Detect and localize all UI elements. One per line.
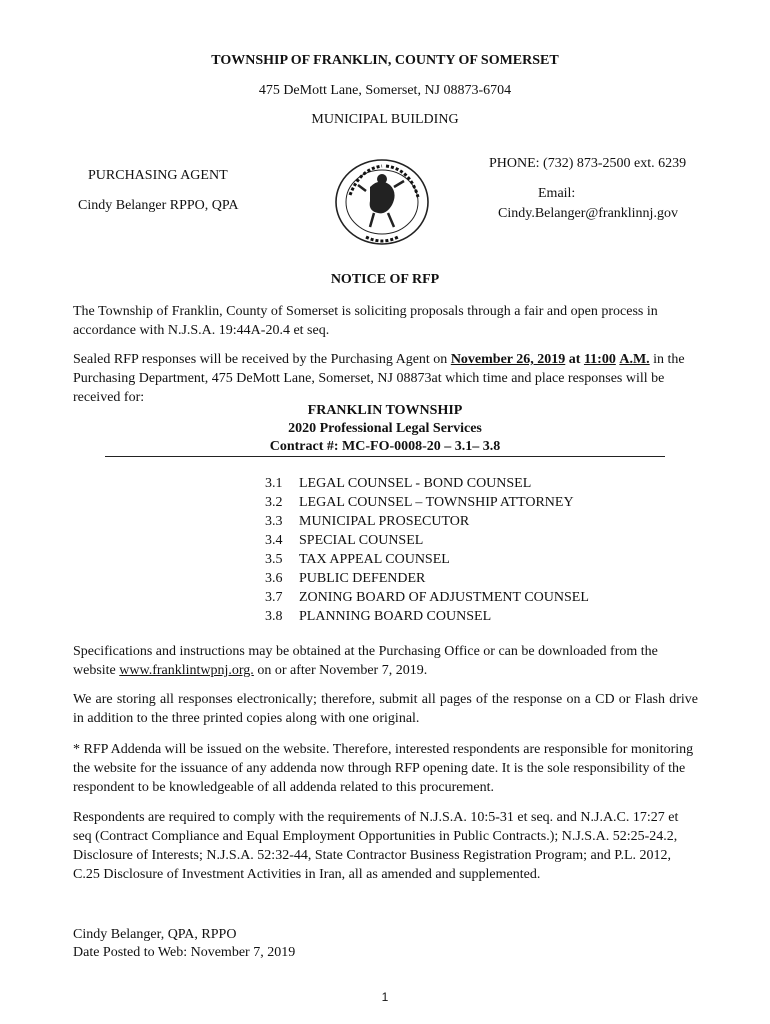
sealed-responses-paragraph	[73, 350, 698, 407]
compliance-paragraph: Respondents are required to comply with the requirements of N.J.S.A. 10:5-31 et seq. and N.J.A.C. 17:27 et seq (Contract Compliance and Equal Employment Opportunities in Public Contracts.); N.J.S.A. 52:25-24.2, Disclosure of Interests; N.J.S.A. 52:32-44, State Contractor Business Registration Program; and P.L. 2012, C.25 Disclosure of Investment Activities in Iran, all as amended and supplemented.	[73, 810, 679, 882]
email-address: Cindy.Belanger@franklinnj.gov	[498, 206, 678, 221]
sealed-pre-text: Sealed RFP responses will be received by the Purchasing Agent on	[73, 352, 451, 367]
list-item: 3.7 ZONING BOARD OF ADJUSTMENT COUNSEL	[265, 590, 589, 605]
sealed-at-text: at	[565, 352, 584, 367]
list-item: 3.1 LEGAL COUNSEL - BOND COUNSEL	[265, 476, 532, 491]
list-item: 3.2 LEGAL COUNSEL – TOWNSHIP ATTORNEY	[265, 495, 574, 510]
sealed-post-text: in the Purchasing Department, 475 DeMott Lane, Somerset, NJ 08873at which time and place responses will be received for:	[73, 352, 685, 405]
contract-underline	[105, 456, 665, 457]
purchasing-agent-label: PURCHASING AGENT	[88, 168, 228, 183]
due-ampm: A.M.	[619, 352, 650, 367]
email-label: Email:	[538, 186, 576, 201]
purchasing-agent-name: Cindy Belanger RPPO, QPA	[78, 198, 239, 213]
building-name: MUNICIPAL BUILDING	[311, 112, 459, 127]
due-time: 11:00	[583, 352, 616, 367]
list-item: 3.3 MUNICIPAL PROSECUTOR	[265, 514, 470, 529]
contract-line-1: FRANKLIN TOWNSHIP	[307, 403, 463, 418]
notice-title: NOTICE OF RFP	[330, 272, 440, 287]
list-item: 3.5 TAX APPEAL COUNSEL	[265, 552, 450, 567]
page-number: 1	[381, 990, 389, 1004]
list-item: 3.6 PUBLIC DEFENDER	[265, 571, 426, 586]
township-seal-logo	[330, 157, 434, 247]
signature-name: Cindy Belanger, QPA, RPPO	[73, 927, 237, 942]
phone-line: PHONE: (732) 873-2500 ext. 6239	[489, 156, 687, 171]
list-item: 3.4 SPECIAL COUNSEL	[265, 533, 424, 548]
specifications-paragraph: Specifications and instructions may be obtained at the Purchasing Office or can be downloaded from the website www.franklintwpnj.org. on or after November 7, 2019.	[73, 644, 658, 678]
list-item: 3.8 PLANNING BOARD COUNSEL	[265, 609, 492, 624]
org-heading: TOWNSHIP OF FRANKLIN, COUNTY OF SOMERSET	[211, 53, 559, 68]
org-address: 475 DeMott Lane, Somerset, NJ 08873-6704	[258, 83, 512, 98]
contract-line-2: 2020 Professional Legal Services	[288, 421, 482, 436]
contract-line-3: Contract #: MC-FO-0008-20 – 3.1– 3.8	[269, 439, 501, 454]
date-posted: Date Posted to Web: November 7, 2019	[73, 945, 296, 960]
due-date: November 26, 2019	[450, 352, 566, 367]
website-link[interactable]: www.franklintwpnj.org.	[119, 663, 254, 678]
intro-paragraph: The Township of Franklin, County of Somerset is soliciting proposals through a fair and open process in accordance with N.J.S.A. 19:44A-20.4 et seq.	[73, 304, 658, 338]
addenda-paragraph: * RFP Addenda will be issued on the website. Therefore, interested respondents are responsible for monitoring the website for the issuance of any addenda now through RFP opening date. It is the sole responsibility of the respondent to be knowledgeable of all addenda related to this procurement.	[73, 742, 694, 795]
electronic-storage-paragraph: We are storing all responses electronically; therefore, submit all pages of the response on a CD or Flash drive in addition to the three printed copies along with one original.	[73, 692, 698, 726]
